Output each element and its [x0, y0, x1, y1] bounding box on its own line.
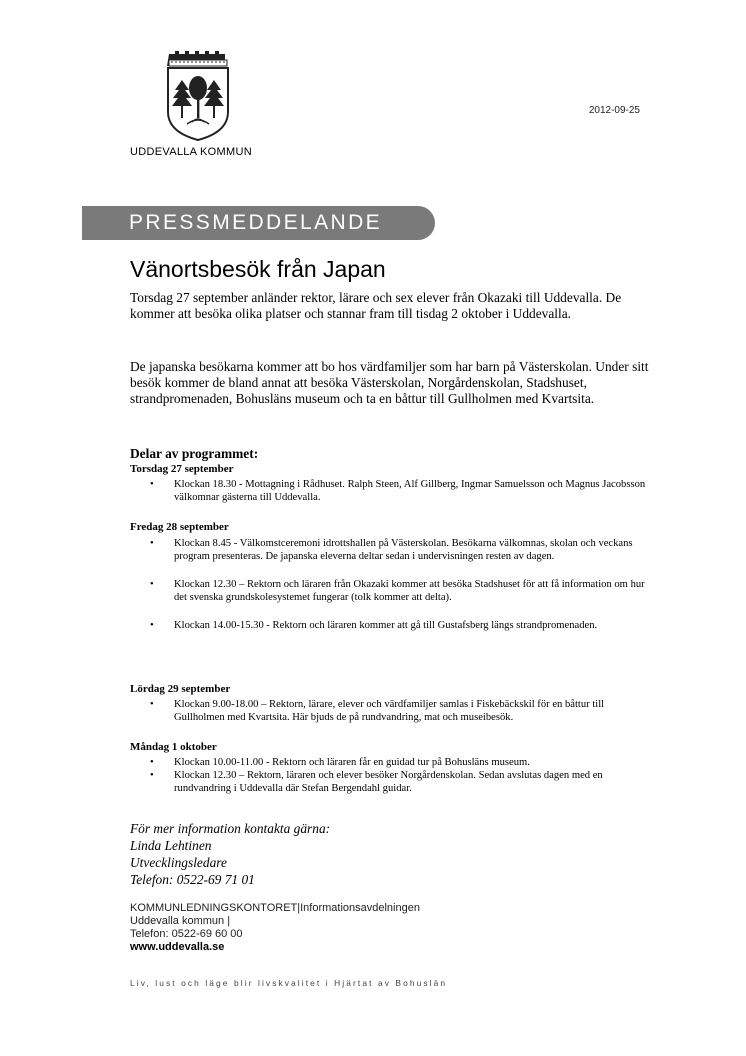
program-list-saturday — [130, 698, 650, 724]
footer-phone: Telefon: 0522-69 60 00 — [130, 928, 243, 940]
day-heading-saturday: Lördag 29 september — [130, 683, 231, 695]
footer-slogan: Liv, lust och läge blir livskvalitet i Hjärtat av Bohuslän — [130, 978, 448, 988]
footer — [130, 902, 420, 954]
footer-department: KOMMUNLEDNINGSKONTORET|Informationsavdelningen — [130, 902, 420, 914]
press-release-banner: PRESSMEDDELANDE — [82, 206, 435, 240]
contact-phone: Telefon: 0522-69 71 01 — [130, 872, 255, 887]
program-item: • Klockan 9.00-18.00 – Rektorn, lärare, elever och värdfamiljer samlas i Fiskebäckskil för en båttur till Gullholmen med Kvartsita. Här bjuds de på rundvandring, mat och museibesök. — [130, 698, 650, 724]
program-list-friday — [130, 537, 650, 632]
program-item: • Klockan 18.30 - Mottagning i Rådhuset. Ralph Steen, Alf Gillberg, Ingmar Samuelsson och Magnus Jacobsson välkomnar gästerna till Uddevalla. — [130, 478, 650, 504]
day-heading-thursday: Torsdag 27 september — [130, 463, 234, 475]
program-heading: Delar av programmet: — [130, 446, 259, 461]
program-item: • Klockan 14.00-15.30 - Rektorn och läraren kommer att gå till Gustafsberg längs strandpromenaden. — [130, 619, 650, 632]
contact-block — [130, 820, 330, 888]
article-title: Vänortsbesök från Japan — [130, 256, 386, 282]
program-item: • Klockan 10.00-11.00 - Rektorn och läraren får en guidad tur på Bohusläns museum. — [130, 756, 650, 769]
program-list-thursday — [130, 478, 650, 504]
program-item: • Klockan 12.30 – Rektorn, läraren och elever besöker Norgårdenskolan. Sedan avslutas dagen med en rundvandring i Uddevalla där Stefan Bergendahl guidar. — [130, 769, 650, 795]
contact-name: Linda Lehtinen — [130, 838, 212, 853]
program-item: • Klockan 8.45 - Välkomstceremoni idrottshallen på Västerskolan. Besökarna välkomnas, skolan och veckans program presenteras. De japanska eleverna deltar sedan i undervisningen resten av dagen. — [130, 537, 650, 563]
day-heading-friday: Fredag 28 september — [130, 521, 229, 533]
press-release-date: 2012-09-25 — [588, 105, 640, 116]
program-item: • Klockan 12.30 – Rektorn och läraren från Okazaki kommer att besöka Stadshuset för att få information om hur det svenska grundskolesystemet fungerar (tolk kommer att delta). — [130, 578, 650, 604]
intro-paragraph: Torsdag 27 september anländer rektor, lärare och sex elever från Okazaki till Uddevalla. De kommer att besöka olika platser och stannar fram till tisdag 2 oktober i Uddevalla. — [130, 290, 622, 321]
footer-website-link[interactable]: www.uddevalla.se — [130, 941, 225, 953]
day-heading-monday: Måndag 1 oktober — [130, 741, 217, 753]
details-paragraph: De japanska besökarna kommer att bo hos värdfamiljer som har barn på Västerskolan. Under sitt besök kommer de bland annat att besöka Västerskolan, Norgårdenskolan, Stadshuset, strandpromenaden, Bohusläns museum och ta en båttur till Gullholmen med Kvartsita. — [130, 359, 649, 406]
contact-role: Utvecklingsledare — [130, 855, 227, 870]
organization-name: UDDEVALLA KOMMUN — [130, 146, 252, 158]
coat-of-arms-logo — [165, 50, 231, 142]
footer-municipality: Uddevalla kommun | — [130, 915, 231, 927]
program-list-monday — [130, 756, 650, 795]
contact-intro: För mer information kontakta gärna: — [130, 821, 331, 836]
